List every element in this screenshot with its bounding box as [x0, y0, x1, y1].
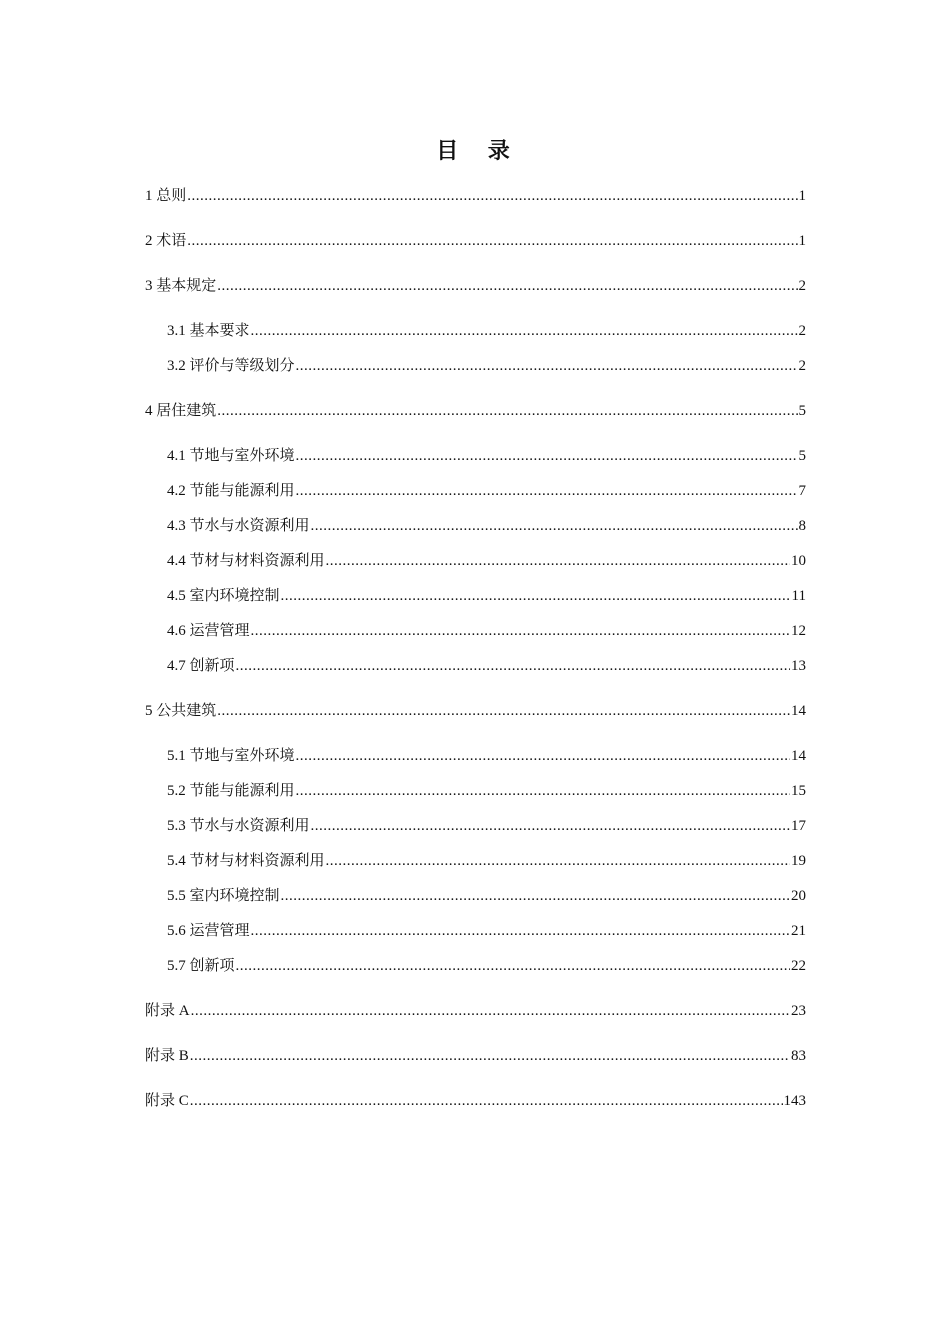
- toc-entry-label: 4.5 室内环境控制: [167, 588, 280, 604]
- toc-entry-4-2[interactable]: [167, 480, 806, 502]
- toc-entry-label: 4.6 运营管理: [167, 623, 250, 639]
- toc-entry-page: 1: [798, 188, 806, 204]
- toc-entry-4-5[interactable]: [167, 585, 806, 607]
- toc-entry-page: 14: [791, 703, 806, 719]
- toc-leader-dots: [191, 1000, 790, 1022]
- toc-entry-label: 4.1 节地与室外环境: [167, 448, 295, 464]
- toc-entry-page: 10: [791, 553, 806, 569]
- toc-entry-4-6[interactable]: [167, 620, 806, 642]
- toc-entry-page: 22: [791, 958, 806, 974]
- toc-entry-5-3[interactable]: [167, 815, 806, 837]
- toc-entry-5-7[interactable]: [167, 955, 806, 977]
- toc-leader-dots: [326, 850, 790, 872]
- toc-entry-label: 5.7 创新项: [167, 958, 235, 974]
- toc-leader-dots: [251, 620, 790, 642]
- toc-entry-page: 143: [783, 1093, 806, 1109]
- toc-entry-4-4[interactable]: [167, 550, 806, 572]
- toc-entry-label: 5.6 运营管理: [167, 923, 250, 939]
- toc-entry-label: 3 基本规定: [145, 278, 217, 294]
- toc-entry-label: 2 术语: [145, 233, 187, 249]
- toc-entry-5-6[interactable]: [167, 920, 806, 942]
- toc-entry-5[interactable]: [145, 700, 806, 722]
- toc-entry-page: 15: [791, 783, 806, 799]
- toc-leader-dots: [187, 185, 797, 207]
- toc-entry-label: 4.3 节水与水资源利用: [167, 518, 310, 534]
- toc-entry-label: 附录 B: [145, 1048, 189, 1064]
- toc-entry-3[interactable]: [145, 275, 806, 297]
- toc-leader-dots: [311, 815, 790, 837]
- toc-entry-label: 5.1 节地与室外环境: [167, 748, 295, 764]
- toc-entry-4[interactable]: [145, 400, 806, 422]
- toc-entry-label: 5.2 节能与能源利用: [167, 783, 295, 799]
- toc-entry-label: 附录 A: [145, 1003, 190, 1019]
- toc-leader-dots: [311, 515, 798, 537]
- toc-entry-page: 7: [798, 483, 806, 499]
- toc-leader-dots: [296, 445, 798, 467]
- toc-leader-dots: [187, 230, 797, 252]
- toc-leader-dots: [251, 320, 798, 342]
- page-title: 目 录: [436, 138, 522, 163]
- toc-leader-dots: [296, 480, 798, 502]
- toc-entry-4-7[interactable]: [167, 655, 806, 677]
- toc-entry-appendix-c[interactable]: [145, 1090, 806, 1112]
- toc-leader-dots: [281, 585, 791, 607]
- toc-entry-page: 17: [791, 818, 806, 834]
- toc-leader-dots: [217, 700, 790, 722]
- toc-leader-dots: [296, 745, 790, 767]
- toc-leader-dots: [236, 955, 790, 977]
- toc-entry-label: 3.2 评价与等级划分: [167, 358, 295, 374]
- toc-leader-dots: [296, 780, 790, 802]
- toc-entry-label: 5 公共建筑: [145, 703, 217, 719]
- toc-entry-label: 5.4 节材与材料资源利用: [167, 853, 325, 869]
- toc-entry-3-2[interactable]: [167, 355, 806, 377]
- toc-entry-5-5[interactable]: [167, 885, 806, 907]
- toc-entry-appendix-a[interactable]: [145, 1000, 806, 1022]
- toc-entry-label: 1 总则: [145, 188, 187, 204]
- toc-leader-dots: [217, 400, 797, 422]
- toc-entry-page: 11: [791, 588, 806, 604]
- toc-entry-5-4[interactable]: [167, 850, 806, 872]
- toc-leader-dots: [236, 655, 790, 677]
- toc-leader-dots: [296, 355, 798, 377]
- toc-entry-label: 4.7 创新项: [167, 658, 235, 674]
- toc-entry-page: 5: [798, 403, 806, 419]
- toc-entry-page: 23: [791, 1003, 806, 1019]
- toc-leader-dots: [281, 885, 790, 907]
- toc-entry-4-1[interactable]: [167, 445, 806, 467]
- toc-entry-5-2[interactable]: [167, 780, 806, 802]
- toc-entry-page: 21: [791, 923, 806, 939]
- toc-entry-label: 4.4 节材与材料资源利用: [167, 553, 325, 569]
- toc-entry-page: 2: [798, 323, 806, 339]
- toc-entry-1[interactable]: [145, 185, 806, 207]
- toc-entry-label: 5.3 节水与水资源利用: [167, 818, 310, 834]
- toc-entry-label: 3.1 基本要求: [167, 323, 250, 339]
- toc-entry-label: 4 居住建筑: [145, 403, 217, 419]
- toc-entry-page: 12: [791, 623, 806, 639]
- toc-entry-label: 5.5 室内环境控制: [167, 888, 280, 904]
- toc-entry-2[interactable]: [145, 230, 806, 252]
- toc-entry-label: 4.2 节能与能源利用: [167, 483, 295, 499]
- toc-entry-page: 2: [798, 358, 806, 374]
- toc-entry-5-1[interactable]: [167, 745, 806, 767]
- toc-leader-dots: [217, 275, 797, 297]
- toc-entry-3-1[interactable]: [167, 320, 806, 342]
- toc-entry-4-3[interactable]: [167, 515, 806, 537]
- toc-leader-dots: [326, 550, 790, 572]
- toc-entry-appendix-b[interactable]: [145, 1045, 806, 1067]
- toc-entry-label: 附录 C: [145, 1093, 189, 1109]
- toc-leader-dots: [190, 1045, 790, 1067]
- toc-entry-page: 2: [798, 278, 806, 294]
- toc-entry-page: 5: [798, 448, 806, 464]
- toc-entry-page: 20: [791, 888, 806, 904]
- toc-leader-dots: [251, 920, 790, 942]
- toc-entry-page: 1: [798, 233, 806, 249]
- toc-entry-page: 14: [791, 748, 806, 764]
- toc-entry-page: 19: [791, 853, 806, 869]
- toc-leader-dots: [190, 1090, 783, 1112]
- toc-entry-page: 8: [798, 518, 806, 534]
- toc-entry-page: 13: [791, 658, 806, 674]
- toc-entry-page: 83: [791, 1048, 806, 1064]
